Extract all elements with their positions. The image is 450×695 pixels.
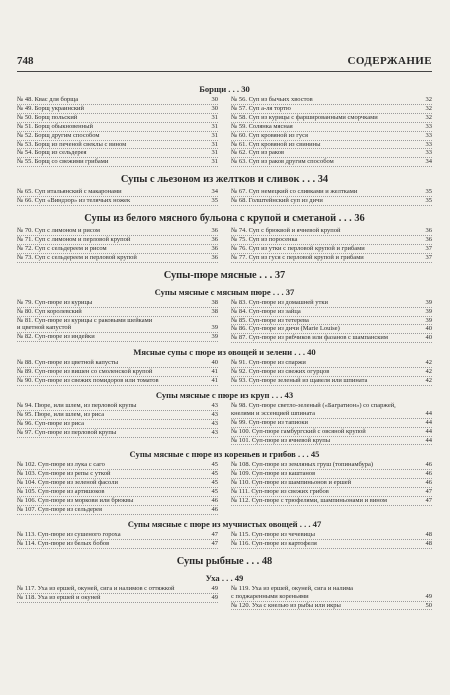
toc-entry[interactable] [231, 540, 432, 549]
entry-title: № 103. Суп-пюре из репы с уткой [17, 470, 111, 478]
right-column [231, 188, 432, 206]
section-heading: Супы мясные с пюре из круп . . . 43 [155, 389, 294, 400]
toc-entry[interactable] [231, 531, 432, 540]
entry-page-number: 30 [211, 96, 218, 103]
toc-entry[interactable] [231, 359, 432, 368]
entry-page-number: 49 [211, 584, 218, 592]
toc-entry[interactable] [17, 149, 218, 158]
toc-entry[interactable] [231, 114, 432, 123]
entry-page-number: 31 [211, 158, 218, 166]
entry-page-number: 32 [425, 113, 432, 121]
entry-page-number: 40 [425, 325, 432, 333]
entry-page-number: 36 [425, 235, 432, 243]
entry-title: № 107. Суп-пюре из сельдерея [17, 506, 103, 513]
entry-title: № 93. Суп-пюре зеленый из щавеля или шпината [231, 377, 368, 385]
entry-title: № 85. Суп-пюре из тетерева [231, 316, 309, 324]
entry-page-number: 39 [211, 324, 218, 332]
entry-title: № 117. Уха из ершей, окуней, сига и налимов с оттяжкой [17, 584, 175, 592]
right-column [231, 227, 432, 263]
toc-entry[interactable] [231, 236, 432, 245]
toc-entry[interactable] [17, 359, 218, 368]
running-title: СОДЕРЖАНИЕ [347, 55, 432, 67]
toc-entry[interactable] [231, 105, 432, 114]
entry-page-number: 36 [211, 244, 218, 252]
entry-title: № 81. Суп-пюре из курицы с раковыми шейками и цветной капустой [17, 316, 153, 332]
header-rule [17, 71, 432, 72]
entry-title: № 115. Суп-пюре из чечевицы [231, 530, 315, 538]
entry-page-number: 48 [425, 539, 432, 547]
entry-page-number: 43 [211, 401, 218, 409]
left-column [17, 461, 218, 514]
entry-page-number: 39 [425, 316, 432, 324]
toc-entry[interactable] [17, 470, 218, 479]
entry-title: № 102. Суп-пюре из лука с саго [17, 461, 105, 469]
toc-entry[interactable] [231, 96, 432, 105]
entry-page-number: 46 [425, 461, 432, 469]
entry-title: № 112. Суп-пюре с трюфелями, шампиньонами и вином [231, 497, 388, 505]
entry-title: № 71. Суп с лимоном и перловой крупой [17, 235, 131, 243]
toc-entry[interactable] [17, 333, 218, 342]
entry-title: № 67. Суп немецкий со сливками и желтками [231, 188, 358, 196]
entry-page-number: 45 [211, 479, 218, 487]
toc-entry[interactable] [17, 236, 218, 245]
entry-page-number: 44 [425, 418, 432, 426]
entry-title: № 50. Борщ польский [17, 113, 78, 121]
entry-title: № 57. Суп а-ля тортю [231, 104, 291, 112]
entry-title: № 59. Солянка мясная [231, 122, 293, 130]
entry-title: № 62. Суп из раков [231, 149, 285, 157]
entry-title: № 99. Суп-пюре из тапиоки [231, 418, 308, 426]
entry-title: № 76. Суп из утки с перловой крупой и грибами [231, 244, 365, 252]
entry-page-number: 49 [211, 593, 218, 601]
entry-title: № 118. Уха из ершей и окуней [17, 593, 101, 601]
entry-page-number: 36 [211, 227, 218, 235]
entry-page-number: 35 [425, 188, 432, 196]
entry-title: № 106. Суп-пюре из моркови или брюквы [17, 497, 134, 505]
entry-title: № 56. Суп из бычьих хвостов [231, 96, 313, 103]
entry-title: № 49. Борщ украинский [17, 104, 84, 112]
entry-page-number: 31 [211, 131, 218, 139]
entry-columns [17, 402, 432, 446]
page-header [17, 55, 432, 69]
entry-columns [17, 531, 432, 549]
section-heading: Супы мясные с мясным пюре . . . 37 [154, 286, 295, 297]
entry-title: № 89. Суп-пюре из вишен со смоленской крупой [17, 368, 153, 376]
entry-title: № 92. Суп-пюре из свежих огурцов [231, 368, 330, 376]
toc-entry[interactable] [17, 141, 218, 150]
entry-title: № 79. Суп-пюре из курицы [17, 298, 93, 306]
section-heading: Супы из белого мясного бульона с крупой и сметаной . . . 36 [84, 213, 365, 225]
entry-title: № 83. Суп-пюре из домашней утки [231, 298, 328, 306]
right-column [231, 402, 432, 446]
entry-page-number: 33 [425, 122, 432, 130]
toc-entry[interactable] [17, 96, 218, 105]
toc-entry[interactable] [17, 531, 218, 540]
entry-title: № 101. Суп-пюре из ячневой крупы [231, 436, 331, 444]
toc-entry[interactable] [17, 461, 218, 470]
toc-entry[interactable] [231, 141, 432, 150]
toc-entry[interactable] [17, 188, 218, 197]
entry-page-number: 46 [211, 497, 218, 505]
entry-page-number: 35 [425, 197, 432, 205]
toc-entry[interactable] [231, 488, 432, 497]
toc-entry[interactable] [17, 227, 218, 236]
toc-entry[interactable] [17, 132, 218, 141]
toc-entry[interactable] [17, 158, 218, 167]
entry-title: № 88. Суп-пюре из цветной капусты [17, 359, 119, 367]
toc-entry[interactable] [17, 402, 218, 411]
left-column [17, 227, 218, 263]
entry-page-number: 31 [211, 113, 218, 121]
section-heading: Супы-пюре мясные . . . 37 [163, 269, 286, 281]
entry-title: № 87. Суп-пюре из рябчиков или фазанов с шампанским [231, 334, 389, 342]
section-heading: Супы мясные с пюре из мучнистых овощей . . . 47 [127, 518, 322, 529]
section-heading: Мясные супы с пюре из овощей и зелени . . . 40 [133, 347, 316, 358]
toc-entry[interactable] [17, 420, 218, 429]
entry-page-number: 43 [211, 428, 218, 436]
entry-title: № 105. Суп-пюре из артишоков [17, 488, 105, 496]
entry-page-number: 46 [211, 506, 218, 513]
entry-page-number: 50 [425, 601, 432, 609]
left-column [17, 299, 218, 344]
entry-page-number: 36 [425, 227, 432, 235]
entry-title: № 108. Суп-пюре из земляных груш (топинамбура) [231, 461, 374, 469]
entry-page-number: 41 [211, 377, 218, 385]
right-column [231, 461, 432, 514]
toc-entry[interactable] [231, 461, 432, 470]
section-heading: Супы с льезоном из желтков и сливок . . . 34 [120, 174, 329, 186]
entry-title: № 72. Суп с сельдереем и рисом [17, 244, 107, 252]
entry-title: № 54. Борщ из сельдерея [17, 149, 87, 157]
left-column [17, 402, 218, 446]
toc-entry[interactable] [17, 497, 218, 506]
table-of-contents [17, 77, 432, 610]
entry-page-number: 47 [425, 497, 432, 505]
entry-page-number: 38 [211, 298, 218, 306]
entry-page-number: 43 [211, 410, 218, 418]
toc-entry[interactable] [17, 114, 218, 123]
toc-entry[interactable] [17, 540, 218, 549]
entry-page-number: 39 [211, 333, 218, 341]
toc-entry[interactable] [231, 437, 432, 446]
entry-title: № 63. Суп из раков другим способом [231, 158, 334, 166]
entry-title: № 114. Суп-пюре из белых бобов [17, 539, 110, 547]
entry-title: № 95. Пюре, или шлем, из риса [17, 410, 105, 418]
entry-columns [17, 227, 432, 263]
entry-page-number: 40 [211, 359, 218, 367]
entry-page-number: 39 [425, 298, 432, 306]
entry-page-number: 45 [211, 470, 218, 478]
entry-title: № 61. Суп кровяной из свинины [231, 140, 321, 148]
entry-title: № 97. Суп-пюре из перловой крупы [17, 428, 117, 436]
entry-page-number: 34 [211, 188, 218, 196]
entry-title: № 98. Суп-пюре светло-зеленый («Багратион») со спаржей, кнелями и эссенцией шпината [231, 401, 396, 417]
toc-entry[interactable] [231, 368, 432, 377]
toc-entry[interactable] [231, 188, 432, 197]
entry-columns [17, 299, 432, 344]
entry-page-number: 45 [211, 488, 218, 496]
toc-entry[interactable] [17, 411, 218, 420]
entry-page-number: 44 [425, 436, 432, 444]
entry-title: № 73. Суп с сельдереем и перловой крупой [17, 253, 137, 261]
toc-entry[interactable] [17, 488, 218, 497]
section-heading: Уха . . . 49 [205, 572, 244, 583]
entry-page-number: 31 [211, 122, 218, 130]
entry-title: № 96. Суп-пюре из риса [17, 419, 84, 427]
toc-entry[interactable] [231, 197, 432, 206]
toc-entry[interactable] [231, 245, 432, 254]
entry-title: № 68. Голштейнский суп из дичи [231, 197, 323, 205]
section-heading: Борщи . . . 30 [199, 84, 250, 94]
left-column [17, 585, 218, 611]
toc-entry[interactable] [17, 368, 218, 377]
entry-page-number: 31 [211, 149, 218, 157]
entry-title: № 74. Суп с брюквой и ячневой крупой [231, 227, 341, 235]
entry-title: № 82. Суп-пюре из индейки [17, 333, 95, 341]
entry-page-number: 44 [425, 427, 432, 435]
entry-title: № 55. Борщ со свежими грибами [17, 158, 109, 166]
toc-entry[interactable] [231, 149, 432, 158]
toc-entry[interactable] [17, 479, 218, 488]
entry-page-number: 44 [425, 409, 432, 417]
toc-entry[interactable] [17, 317, 218, 334]
entry-page-number: 32 [425, 96, 432, 103]
toc-entry[interactable] [231, 419, 432, 428]
entry-page-number: 46 [425, 470, 432, 478]
right-column [231, 299, 432, 344]
toc-entry[interactable] [17, 429, 218, 438]
left-column [17, 96, 218, 167]
toc-entry[interactable] [17, 299, 218, 308]
entry-title: № 48. Квас для борща [17, 96, 79, 103]
entry-title: № 113. Суп-пюре из сушеного гороха [17, 530, 121, 538]
entry-columns [17, 461, 432, 514]
entry-page-number: 45 [211, 461, 218, 469]
toc-entry[interactable] [231, 402, 432, 419]
entry-columns [17, 585, 432, 611]
entry-title: № 111. Суп-пюре из свежих грибов [231, 488, 329, 496]
entry-title: № 66. Суп «Виндзор» из телячьих ножек [17, 197, 131, 205]
toc-entry[interactable] [17, 105, 218, 114]
entry-title: № 119. Уха из ершей, окуней, сига и налима с поджаренными кореньями [231, 584, 354, 600]
toc-entry[interactable] [231, 158, 432, 167]
toc-entry[interactable] [17, 123, 218, 132]
entry-page-number: 37 [425, 253, 432, 261]
toc-entry[interactable] [231, 299, 432, 308]
entry-page-number: 42 [425, 377, 432, 385]
toc-entry[interactable] [231, 428, 432, 437]
entry-title: № 104. Суп-пюре из зеленой фасоли [17, 479, 118, 487]
entry-title: № 52. Борщ другим способом [17, 131, 100, 139]
right-column [231, 359, 432, 386]
entry-page-number: 33 [425, 131, 432, 139]
toc-entry[interactable] [231, 602, 432, 611]
entry-page-number: 42 [425, 368, 432, 376]
entry-page-number: 46 [425, 479, 432, 487]
entry-title: № 53. Борщ из печеной свеклы с вином [17, 140, 127, 148]
toc-entry[interactable] [231, 227, 432, 236]
entry-page-number: 49 [425, 592, 432, 600]
entry-page-number: 48 [425, 530, 432, 538]
entry-page-number: 32 [425, 104, 432, 112]
entry-page-number: 37 [425, 244, 432, 252]
entry-title: № 120. Уха с кнелью из рыбы или икры [231, 601, 341, 609]
toc-entry[interactable] [17, 197, 218, 206]
left-column [17, 531, 218, 549]
entry-title: № 94. Пюре, или шлем, из перловой крупы [17, 401, 137, 409]
toc-entry[interactable] [17, 377, 218, 386]
toc-entry[interactable] [17, 245, 218, 254]
toc-entry[interactable] [231, 585, 432, 602]
toc-entry[interactable] [231, 254, 432, 263]
entry-page-number: 41 [211, 368, 218, 376]
toc-entry[interactable] [231, 470, 432, 479]
entry-columns [17, 188, 432, 206]
entry-title: № 80. Суп королевский [17, 307, 82, 315]
entry-page-number: 33 [425, 140, 432, 148]
left-column [17, 359, 218, 386]
entry-page-number: 47 [211, 530, 218, 538]
entry-columns [17, 359, 432, 386]
toc-entry[interactable] [231, 132, 432, 141]
entry-page-number: 42 [425, 359, 432, 367]
entry-page-number: 35 [211, 197, 218, 205]
entry-title: № 90. Суп-пюре из свежих помидоров или томатов [17, 377, 159, 385]
entry-page-number: 30 [211, 104, 218, 112]
entry-title: № 110. Суп-пюре из шампиньонов и ершей [231, 479, 352, 487]
entry-title: № 51. Борщ обыкновенный [17, 122, 93, 130]
entry-title: № 65. Суп итальянский с макаронами [17, 188, 122, 196]
entry-title: № 91. Суп-пюре из спаржи [231, 359, 306, 367]
right-column [231, 96, 432, 167]
entry-page-number: 47 [425, 488, 432, 496]
toc-entry[interactable] [231, 317, 432, 326]
entry-title: № 58. Суп из курицы с фаршированными сморчками [231, 113, 378, 121]
section-heading: Супы рыбные . . . 48 [176, 555, 273, 567]
toc-entry[interactable] [17, 585, 218, 594]
entry-page-number: 33 [425, 149, 432, 157]
toc-entry[interactable] [231, 377, 432, 386]
toc-entry[interactable] [231, 497, 432, 506]
toc-entry[interactable] [17, 254, 218, 263]
toc-entry[interactable] [17, 506, 218, 515]
entry-title: № 77. Суп из гуся с перловой крупой и грибами [231, 253, 364, 261]
entry-page-number: 47 [211, 539, 218, 547]
entry-page-number: 38 [211, 307, 218, 315]
entry-page-number: 36 [211, 253, 218, 261]
entry-page-number: 36 [211, 235, 218, 243]
entry-page-number: 31 [211, 140, 218, 148]
entry-title: № 109. Суп-пюре из каштанов [231, 470, 316, 478]
entry-title: № 84. Суп-пюре из зайца [231, 307, 301, 315]
toc-entry[interactable] [17, 308, 218, 317]
toc-entry[interactable] [231, 325, 432, 334]
entry-columns [17, 96, 432, 167]
entry-title: № 75. Суп из поросенка [231, 235, 298, 243]
entry-title: № 116. Суп-пюре из картофеля [231, 539, 317, 547]
entry-title: № 86. Суп-пюре из дичи (Marie Louise) [231, 325, 340, 333]
entry-page-number: 40 [425, 334, 432, 342]
left-column [17, 188, 218, 206]
toc-entry[interactable] [231, 479, 432, 488]
toc-entry[interactable] [17, 594, 218, 603]
right-column [231, 531, 432, 549]
entry-title: № 70. Суп с лимоном и рисом [17, 227, 100, 235]
section-heading: Супы мясные с пюре из кореньев и грибов . . . 45 [129, 449, 320, 460]
toc-entry[interactable] [231, 308, 432, 317]
right-column [231, 585, 432, 611]
entry-title: № 60. Суп кровяной из гуся [231, 131, 309, 139]
entry-page-number: 43 [211, 419, 218, 427]
entry-title: № 100. Суп-пюре гамбургский с овсяной крупой [231, 427, 366, 435]
toc-entry[interactable] [231, 334, 432, 343]
entry-page-number: 34 [425, 158, 432, 166]
toc-entry[interactable] [231, 123, 432, 132]
entry-page-number: 39 [425, 307, 432, 315]
page-number: 748 [17, 55, 34, 67]
